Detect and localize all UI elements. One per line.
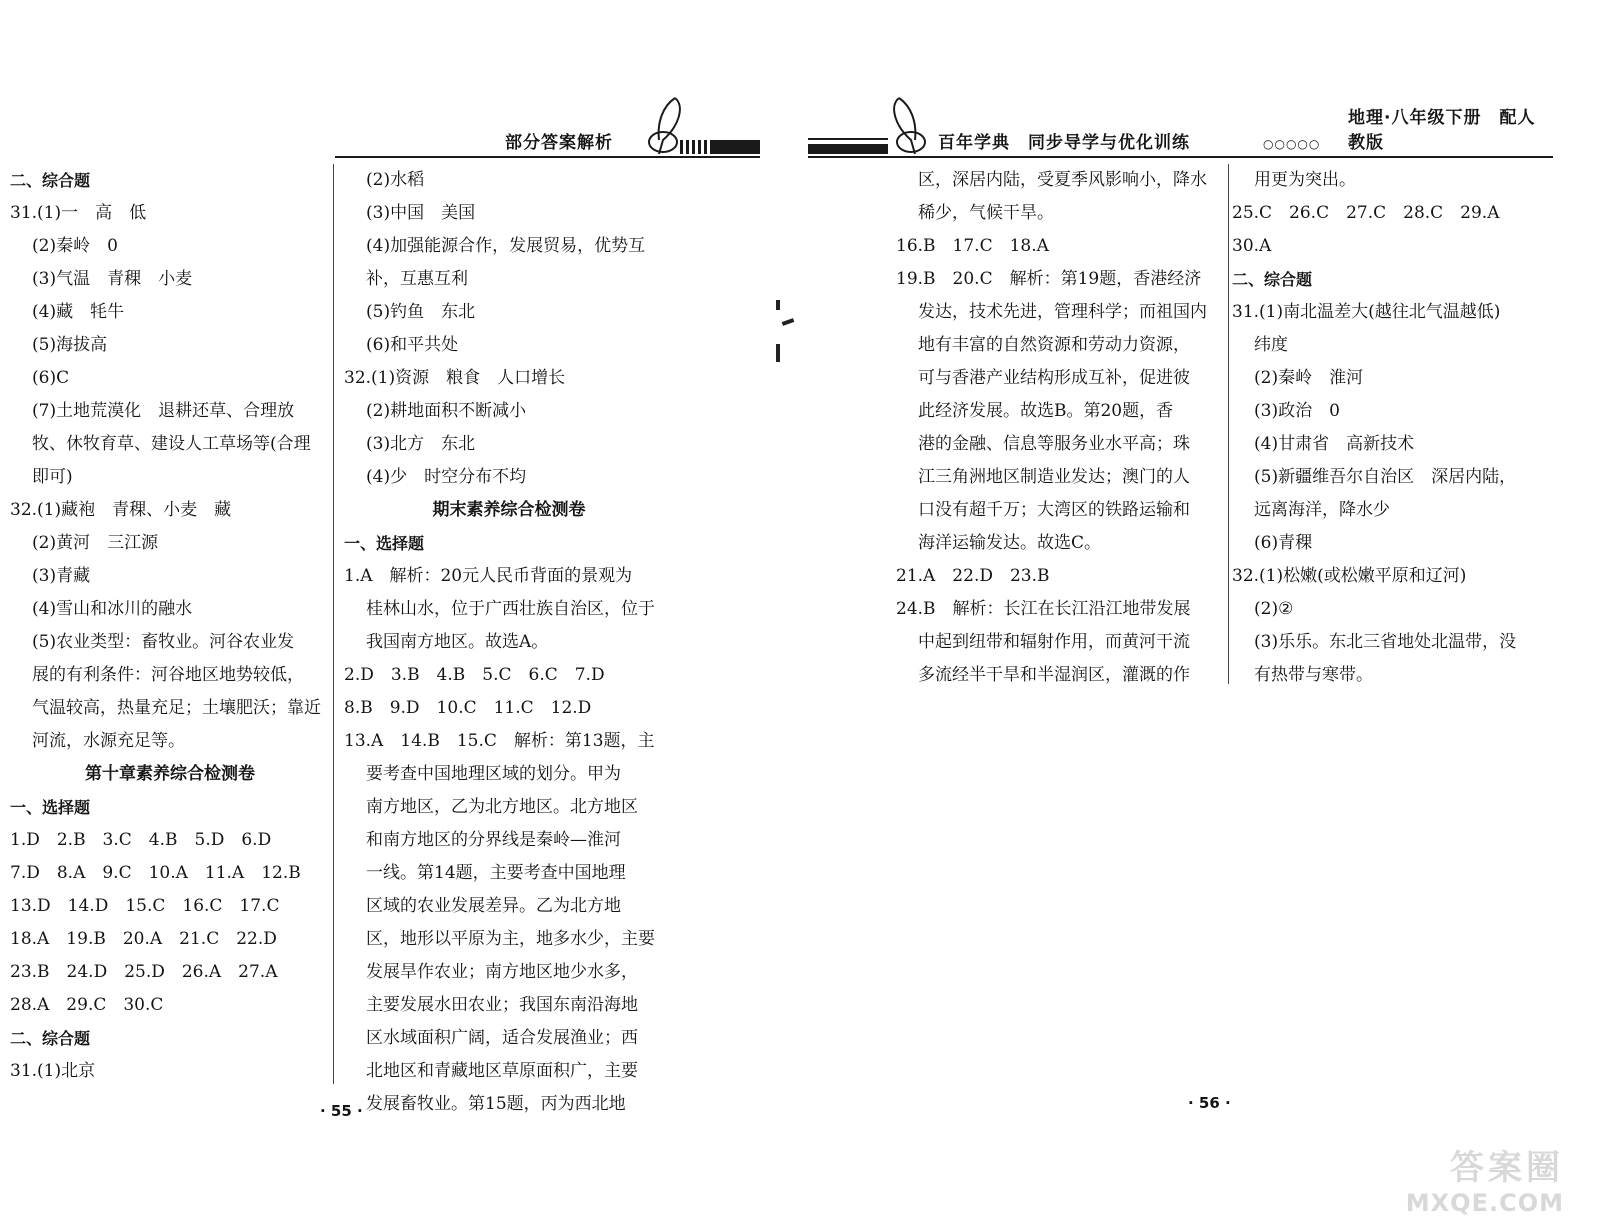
answer-line: (6)青稞 xyxy=(1254,533,1313,553)
section-heading: 一、选择题 xyxy=(344,534,425,553)
test-title: 第十章素养综合检测卷 xyxy=(85,764,255,784)
section-heading: 二、综合题 xyxy=(1232,270,1313,289)
answer-line: 远离海洋，降水少 xyxy=(1254,500,1390,520)
answer-line: 此经济发展。故选B。第20题，香 xyxy=(918,401,1174,421)
answer-line: 纬度 xyxy=(1254,335,1288,355)
answer-line: (2)耕地面积不断减小 xyxy=(366,401,527,421)
answer-line: 19.B 20.C 解析：第19题，香港经济 xyxy=(896,269,1202,289)
answer-line: 稀少，气候干旱。 xyxy=(918,203,1054,223)
answer-line: 区，深居内陆，受夏季风影响小，降水 xyxy=(918,170,1207,190)
answer-line: 牧、休牧育草、建设人工草场等(合理 xyxy=(32,434,311,454)
answer-line: (4)加强能源合作，发展贸易，优势互 xyxy=(366,236,646,256)
answer-line: (3)青藏 xyxy=(32,566,91,586)
section-heading: 一、选择题 xyxy=(10,798,91,817)
right-column-2 xyxy=(1232,164,1562,692)
answer-line: (5)农业类型：畜牧业。河谷农业发 xyxy=(32,632,295,652)
watermark-logo xyxy=(1364,1140,1564,1217)
answer-line: 24.B 解析：长江在长江沿江地带发展 xyxy=(896,599,1191,619)
answer-line: 发展旱作农业；南方地区地少水多， xyxy=(366,962,638,982)
answer-line: 用更为突出。 xyxy=(1254,170,1356,190)
answer-line: (3)北方 东北 xyxy=(366,434,476,454)
answer-line: (2)水稻 xyxy=(366,170,425,190)
right-header-subject: 地理·八年级下册 配人教版 xyxy=(1348,108,1536,153)
answer-line: 31.(1)南北温差大(越往北气温越低) xyxy=(1232,302,1501,322)
answer-line: 气温较高，热量充足；土壤肥沃；靠近 xyxy=(32,698,321,718)
answer-line: 多流经半干旱和半湿润区，灌溉的作 xyxy=(918,665,1190,685)
answer-line: 25.C 26.C 27.C 28.C 29.A xyxy=(1232,203,1500,223)
answer-line: (6)C xyxy=(32,368,70,388)
header-dots: ○○○○○ xyxy=(1263,137,1321,151)
answer-line: 发达，技术先进，管理科学；而祖国内 xyxy=(918,302,1207,322)
answer-line: 我国南方地区。故选A。 xyxy=(366,632,549,652)
answer-line: (5)海拔高 xyxy=(32,335,108,355)
answer-line: 28.A 29.C 30.C xyxy=(10,995,164,1015)
answer-line: (2)黄河 三江源 xyxy=(32,533,159,553)
answer-line: 13.A 14.B 15.C 解析：第13题，主 xyxy=(344,731,655,751)
answer-line: 16.B 17.C 18.A xyxy=(896,236,1049,256)
answer-line: 32.(1)松嫩(或松嫩平原和辽河) xyxy=(1232,566,1467,586)
answer-line: (2)秦岭 淮河 xyxy=(1254,368,1364,388)
header-block-decoration-right xyxy=(808,144,888,154)
answer-line: 区域的农业发展差异。乙为北方地 xyxy=(366,896,621,916)
answer-line: 18.A 19.B 20.A 21.C 22.D xyxy=(10,929,277,949)
section-heading: 二、综合题 xyxy=(10,171,91,190)
watermark-line-1: 答案圈 xyxy=(1450,1148,1564,1188)
left-header-rule xyxy=(335,156,760,158)
answer-line: 21.A 22.D 23.B xyxy=(896,566,1050,586)
answer-line: 补，互惠互利 xyxy=(366,269,468,289)
answer-line: 区，地形以平原为主，地多水少，主要 xyxy=(366,929,655,949)
answer-line: 2.D 3.B 4.B 5.C 6.C 7.D xyxy=(344,665,605,685)
answer-line: 8.B 9.D 10.C 11.C 12.D xyxy=(344,698,592,718)
answer-line: 港的金融、信息等服务业水平高；珠 xyxy=(918,434,1190,454)
right-column-1 xyxy=(896,164,1226,692)
right-page xyxy=(800,0,1600,1220)
answer-line: 30.A xyxy=(1232,236,1272,256)
answer-line: 中起到纽带和辐射作用，而黄河干流 xyxy=(918,632,1190,652)
answer-line: 1.A 解析：20元人民币背面的景观为 xyxy=(344,566,633,586)
answer-line: (4)甘肃省 高新技术 xyxy=(1254,434,1415,454)
answer-line: (3)乐乐。东北三省地处北温带，没 xyxy=(1254,632,1517,652)
answer-line: (3)政治 0 xyxy=(1254,401,1340,421)
answer-line: (4)少 时空分布不均 xyxy=(366,467,527,487)
answer-line: 要考查中国地理区域的划分。甲为 xyxy=(366,764,621,784)
answer-line: 江三角洲地区制造业发达；澳门的人 xyxy=(918,467,1190,487)
column-divider-right xyxy=(1228,164,1229,684)
answer-line: 31.(1)一 高 低 xyxy=(10,203,147,223)
answer-line: 31.(1)北京 xyxy=(10,1061,96,1081)
answer-line: 展的有利条件：河谷地区地势较低， xyxy=(32,665,304,685)
quill-icon-right xyxy=(883,96,929,158)
answer-line: 主要发展水田农业；我国东南沿海地 xyxy=(366,995,638,1015)
answer-line: 区水域面积广阔，适合发展渔业；西 xyxy=(366,1028,638,1048)
left-page-number: · 55 · xyxy=(320,1102,363,1120)
answer-line: 32.(1)资源 粮食 人口增长 xyxy=(344,368,566,388)
test-title: 期末素养综合检测卷 xyxy=(432,500,586,520)
answer-line: 有热带与寒带。 xyxy=(1254,665,1373,685)
answer-line: (6)和平共处 xyxy=(366,335,459,355)
answer-line: 发展畜牧业。第15题，丙为西北地 xyxy=(366,1094,626,1114)
binding-marks xyxy=(772,300,802,370)
column-divider xyxy=(333,164,334,1084)
answer-line: 即可) xyxy=(32,467,73,487)
answer-line: (4)雪山和冰川的融水 xyxy=(32,599,193,619)
right-page-header xyxy=(808,108,1553,158)
answer-line: 海洋运输发达。故选C。 xyxy=(918,533,1102,553)
answer-line: 河流，水源充足等。 xyxy=(32,731,185,751)
answer-line: 地有丰富的自然资源和劳动力资源， xyxy=(918,335,1190,355)
answer-line: (4)藏 牦牛 xyxy=(32,302,125,322)
answer-line: (5)新疆维吾尔自治区 深居内陆， xyxy=(1254,467,1517,487)
answer-line: (5)钓鱼 东北 xyxy=(366,302,476,322)
answer-line: 可与香港产业结构形成互补，促进彼 xyxy=(918,368,1190,388)
header-bars-decoration xyxy=(680,140,707,154)
answer-line: 13.D 14.D 15.C 16.C 17.C xyxy=(10,896,280,916)
left-header-title: 部分答案解析 xyxy=(505,133,613,153)
section-heading: 二、综合题 xyxy=(10,1029,91,1048)
answer-line: (3)气温 青稞 小麦 xyxy=(32,269,193,289)
answer-line: 23.B 24.D 25.D 26.A 27.A xyxy=(10,962,278,982)
right-page-number: · 56 · xyxy=(1188,1094,1231,1112)
left-page-header xyxy=(335,118,760,158)
answer-line: 和南方地区的分界线是秦岭—淮河 xyxy=(366,830,621,850)
left-column-2 xyxy=(344,164,674,1121)
right-header-brand: 百年学典 同步导学与优化训练 xyxy=(938,133,1190,153)
answer-line: 桂林山水，位于广西壮族自治区，位于 xyxy=(366,599,655,619)
header-block-decoration xyxy=(710,140,760,154)
answer-line: 北地区和青藏地区草原面积广，主要 xyxy=(366,1061,638,1081)
answer-line: 一线。第14题，主要考查中国地理 xyxy=(366,863,626,883)
right-header-rule xyxy=(808,156,1553,158)
answer-line: (2)秦岭 0 xyxy=(32,236,118,256)
header-line-decoration-right xyxy=(808,138,888,140)
answer-line: 7.D 8.A 9.C 10.A 11.A 12.B xyxy=(10,863,301,883)
watermark-line-2: MXQE.COM xyxy=(1405,1189,1564,1217)
left-column-1 xyxy=(10,164,330,1088)
answer-line: 南方地区，乙为北方地区。北方地区 xyxy=(366,797,638,817)
answer-line: (3)中国 美国 xyxy=(366,203,476,223)
answer-line: 1.D 2.B 3.C 4.B 5.D 6.D xyxy=(10,830,272,850)
answer-line: (2)② xyxy=(1254,599,1294,619)
answer-line: 32.(1)藏袍 青稞、小麦 藏 xyxy=(10,500,232,520)
answer-line: 口没有超千万；大湾区的铁路运输和 xyxy=(918,500,1190,520)
answer-line: (7)土地荒漠化 退耕还草、合理放 xyxy=(32,401,295,421)
